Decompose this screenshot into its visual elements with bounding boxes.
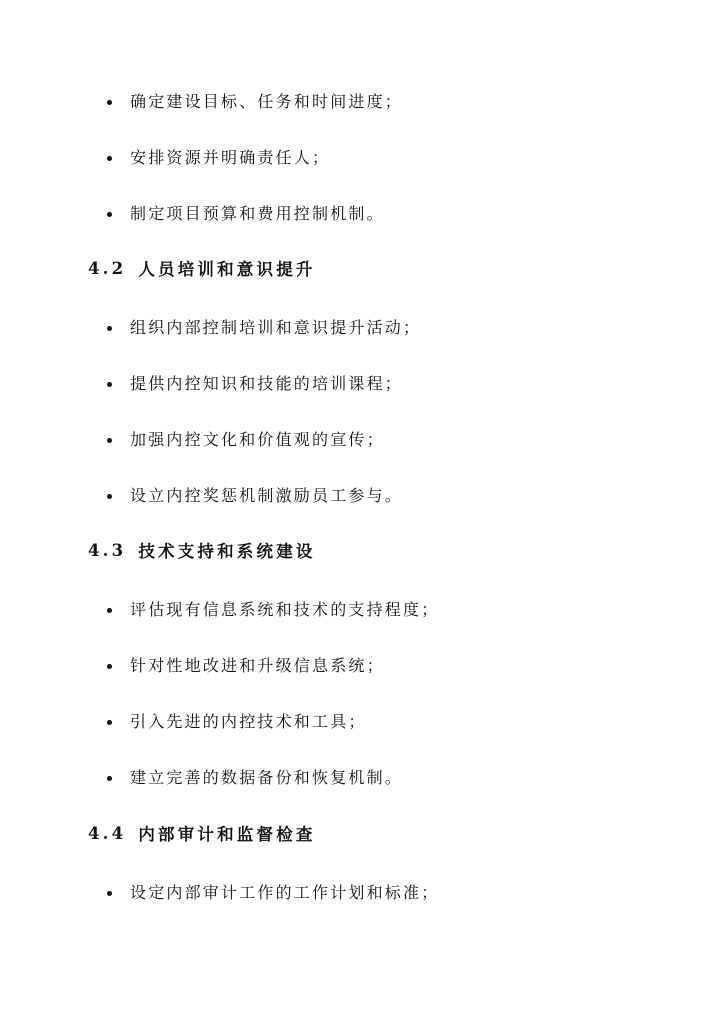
list-item (107, 708, 367, 732)
list-item (107, 314, 421, 338)
bullet-icon (107, 891, 112, 896)
list-item (107, 596, 439, 620)
section-heading (88, 255, 316, 281)
bullet-icon (107, 664, 112, 669)
bullet-icon (107, 382, 112, 387)
list-item-text: 组织内部控制培训和意识提升活动； (130, 317, 422, 337)
bullet-icon (107, 720, 112, 725)
list-item (107, 879, 439, 903)
list-item-text: 设立内控奖惩机制激励员工参与。 (130, 485, 404, 505)
section-number: 4.2 (88, 258, 127, 278)
section-number: 4.3 (88, 540, 127, 560)
list-item-text: 提供内控知识和技能的培训课程； (130, 373, 404, 393)
list-item-text: 评估现有信息系统和技术的支持程度； (130, 599, 440, 619)
list-item-text: 针对性地改进和升级信息系统； (130, 655, 385, 675)
list-item (107, 426, 385, 450)
section-heading (88, 820, 316, 846)
bullet-icon (107, 156, 112, 161)
list-item (107, 144, 330, 168)
list-item-text: 制定项目预算和费用控制机制。 (130, 203, 385, 223)
list-item (107, 200, 385, 224)
bullet-icon (107, 438, 112, 443)
list-item-text: 确定建设目标、任务和时间进度； (130, 91, 404, 111)
bullet-icon (107, 608, 112, 613)
section-title: 内部审计和监督检查 (138, 825, 316, 844)
list-item (107, 482, 403, 506)
list-item-text: 加强内控文化和价值观的宣传； (130, 429, 385, 449)
list-item-text: 设定内部审计工作的工作计划和标准； (130, 882, 440, 902)
bullet-icon (107, 494, 112, 499)
section-heading (88, 537, 316, 563)
list-item-text: 建立完善的数据备份和恢复机制。 (130, 767, 404, 787)
list-item-text: 安排资源并明确责任人； (130, 147, 331, 167)
section-number: 4.4 (88, 823, 127, 843)
section-title: 人员培训和意识提升 (138, 260, 316, 279)
section-title: 技术支持和系统建设 (138, 542, 316, 561)
bullet-icon (107, 326, 112, 331)
list-item (107, 764, 403, 788)
list-item-text: 引入先进的内控技术和工具； (130, 711, 367, 731)
bullet-icon (107, 212, 112, 217)
bullet-icon (107, 100, 112, 105)
list-item (107, 88, 403, 112)
list-item (107, 652, 385, 676)
list-item (107, 370, 403, 394)
bullet-icon (107, 776, 112, 781)
